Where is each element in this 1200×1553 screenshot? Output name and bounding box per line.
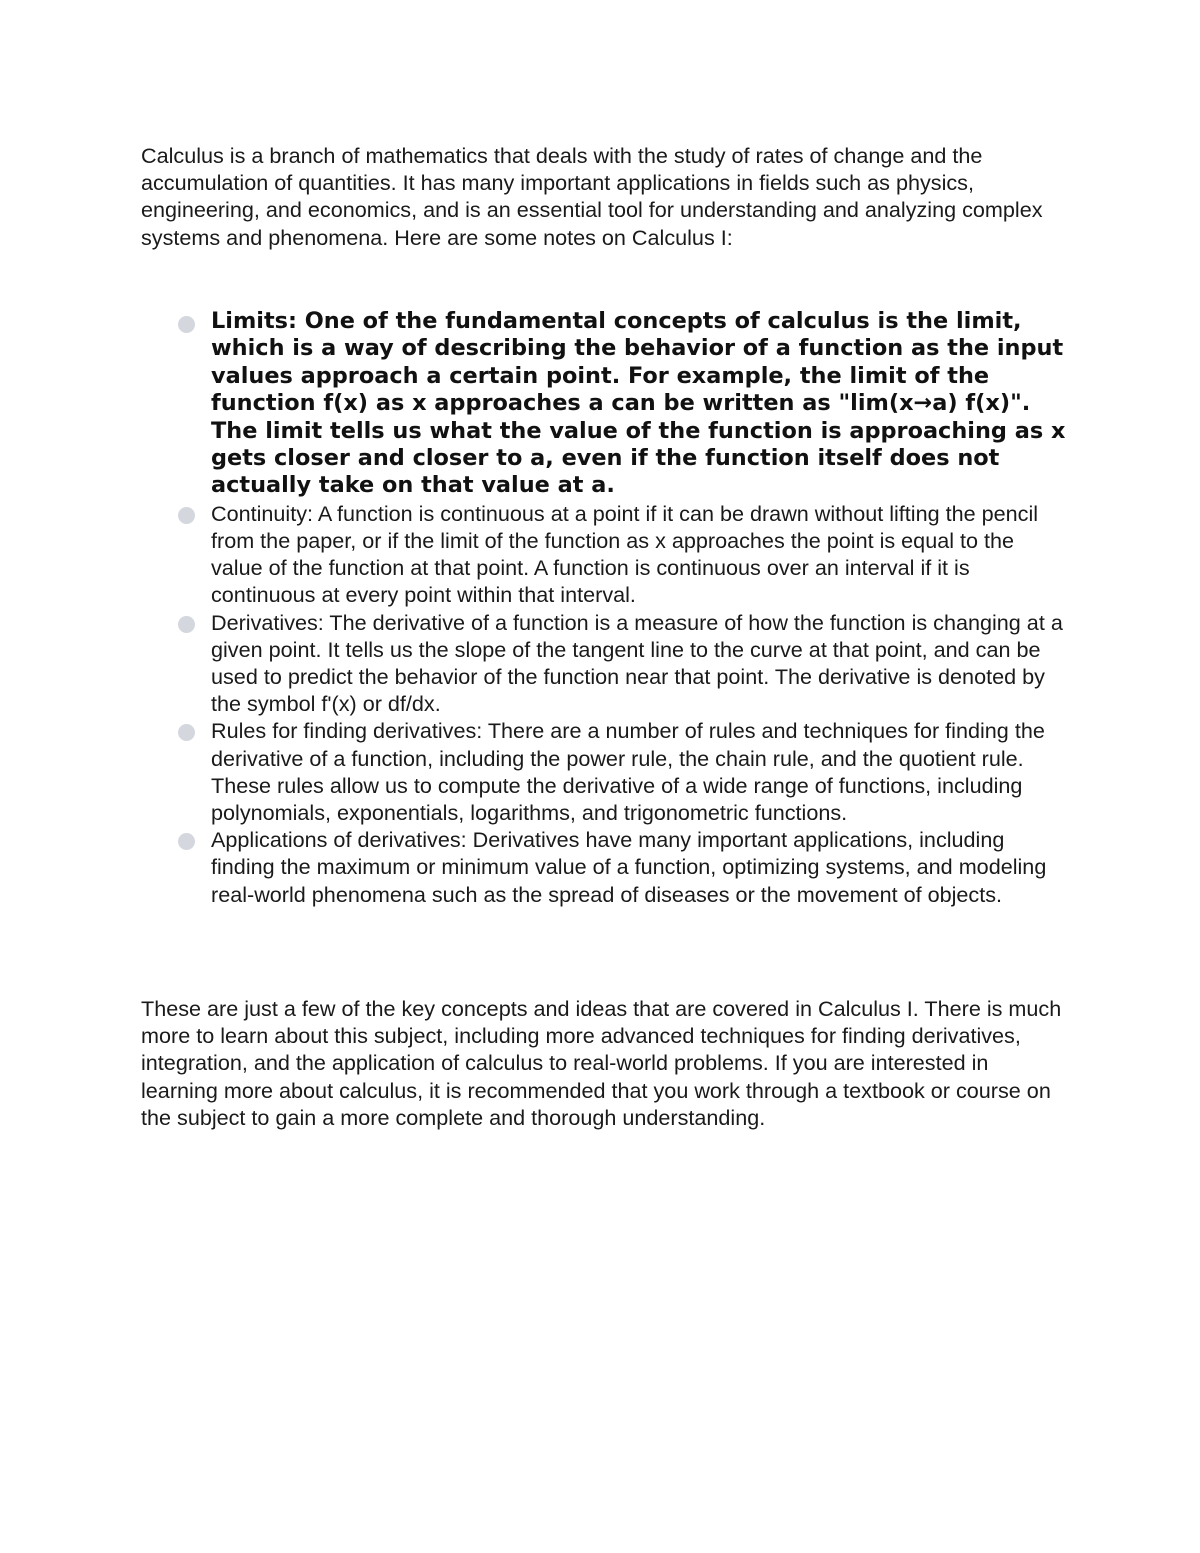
conclusion-paragraph: These are just a few of the key concepts and ideas that are covered in Calculus I. There is much more to learn about this subject, including more advanced techniques for finding derivatives, integration, and the application of calculus to real-world problems. If you are interested in learning more about calculus, it is recommended that you work through a textbook or course on the subject to gain a more complete and thorough understanding.: [141, 996, 1062, 1130]
notes-list: [0, 308, 1200, 908]
list-item-continuity: [0, 500, 1071, 609]
bullet-dot-icon: [178, 833, 195, 850]
list-item-text: Limits: One of the fundamental concepts of calculus is the limit, which is a way of describing the behavior of a function as the input values approach a certain point. For example, the limit of the function f(x) as x approaches a can be written as "lim(x→a) f(x)". The limit tells us what the value of the function is approaching as x gets closer and closer to a, even if the function itself does not actually take on that value at a.: [211, 308, 1066, 499]
intro-paragraph: Calculus is a branch of mathematics that deals with the study of rates of change and the accumulation of quantities. It has many important applications in fields such as physics, engineering, and economics, and is an essential tool for understanding and analyzing complex systems and phenomena. Here are some notes on Calculus I:: [141, 143, 1043, 250]
list-item-text: Applications of derivatives: Derivatives have many important applications, including finding the maximum or minimum value of a function, optimizing systems, and modeling real-world phenomena such as the spread of diseases or the movement of objects.: [211, 827, 1047, 907]
list-item-text: Derivatives: The derivative of a function is a measure of how the function is changing at a given point. It tells us the slope of the tangent line to the curve at that point, and can be used to predict the behavior of the function near that point. The derivative is denoted by the symbol f'(x) or df/dx.: [211, 609, 1063, 717]
list-item-derivative-rules: [0, 717, 1071, 826]
bullet-dot-icon: [178, 507, 195, 524]
list-item-derivatives: [0, 609, 1071, 718]
bullet-dot-icon: [178, 616, 195, 633]
list-item-derivative-applications: [0, 826, 1071, 908]
bullet-dot-icon: [178, 316, 195, 333]
list-item-text: Continuity: A function is continuous at a point if it can be drawn without lifting the pencil from the paper, or if the limit of the function as x approaches the point is equal to the value of the function at that point. A function is continuous over an interval if it is continuous at every point within that interval.: [211, 500, 1039, 608]
list-item-text: Rules for finding derivatives: There are a number of rules and techniques for finding the derivative of a function, including the power rule, the chain rule, and the quotient rule. These rules allow us to compute the derivative of a wide range of functions, including polynomials, exponentials, logarithms, and trigonometric functions.: [211, 718, 1045, 826]
bullet-dot-icon: [178, 724, 195, 741]
list-item-limits: [0, 308, 1071, 500]
